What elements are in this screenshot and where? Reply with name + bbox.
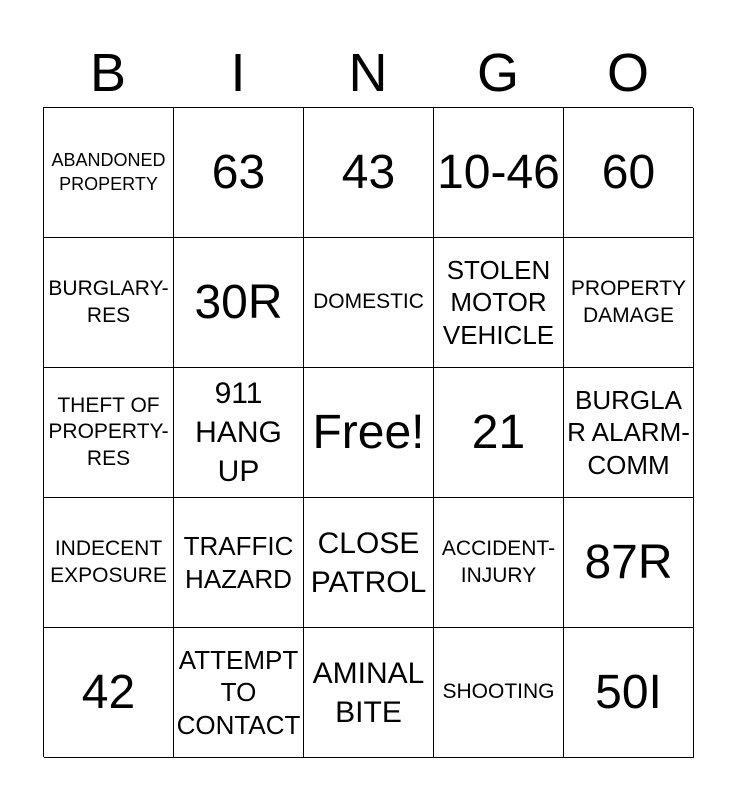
bingo-board [43, 107, 693, 757]
cell-text: 21 [471, 405, 526, 459]
cell-text: ACCIDENT-INJURY [441, 537, 556, 587]
bingo-cell[interactable] [44, 628, 174, 758]
cell-text: DOMESTIC [313, 290, 424, 314]
bingo-cell[interactable] [304, 238, 434, 368]
bingo-cell[interactable] [434, 368, 564, 498]
cell-text: PROPERTY DAMAGE [570, 277, 687, 327]
cell-text: 30R [194, 275, 283, 329]
header-letter-i: I [230, 43, 246, 103]
header-letter-n: N [348, 43, 388, 103]
bingo-cell[interactable] [174, 628, 304, 758]
bingo-cell[interactable] [174, 108, 304, 238]
cell-text: CLOSE PATROL [310, 526, 427, 599]
cell-text: 63 [211, 145, 266, 199]
header-letter-g: G [476, 43, 519, 103]
bingo-cell[interactable] [564, 238, 694, 368]
bingo-cell[interactable] [174, 238, 304, 368]
cell-text: SHOOTING [442, 680, 555, 704]
cell-text: 43 [341, 145, 396, 199]
cell-text: TRAFFIC HAZARD [183, 531, 294, 594]
cell-text: 42 [81, 665, 136, 719]
bingo-cell[interactable] [564, 628, 694, 758]
cell-text: INDECENT EXPOSURE [50, 537, 167, 587]
cell-text: 50I [595, 665, 662, 719]
bingo-cell[interactable] [174, 498, 304, 628]
bingo-cell[interactable] [434, 498, 564, 628]
bingo-cell[interactable] [44, 368, 174, 498]
cell-text: AMINAL BITE [312, 656, 425, 729]
header-letter-o: O [606, 43, 649, 103]
cell-text: STOLEN MOTOR VEHICLE [442, 254, 555, 350]
cell-text: ATTEMPT TO CONTACT [176, 644, 301, 740]
bingo-cell[interactable] [564, 108, 694, 238]
cell-text: 60 [601, 145, 656, 199]
bingo-cell[interactable] [434, 628, 564, 758]
bingo-cell[interactable] [304, 628, 434, 758]
bingo-cell[interactable] [434, 238, 564, 368]
cell-text: 87R [584, 535, 673, 589]
cell-text: ABANDONED PROPERTY [51, 150, 166, 194]
bingo-cell[interactable] [44, 498, 174, 628]
bingo-cell[interactable] [44, 238, 174, 368]
bingo-header [43, 38, 693, 108]
bingo-cell[interactable] [304, 498, 434, 628]
cell-text: 10-46 [437, 145, 560, 199]
free-space-cell[interactable] [304, 368, 434, 498]
bingo-cell[interactable] [304, 108, 434, 238]
cell-text: BURGLAR ALARM-COMM [567, 384, 690, 480]
bingo-cell[interactable] [564, 498, 694, 628]
header-letter-b: B [89, 43, 127, 103]
cell-text: 911 HANG UP [195, 377, 282, 488]
bingo-cell[interactable] [44, 108, 174, 238]
bingo-cell[interactable] [434, 108, 564, 238]
bingo-cell[interactable] [174, 368, 304, 498]
cell-text: BURGLARY-RES [48, 277, 169, 327]
cell-text: THEFT OF PROPERTY-RES [48, 394, 169, 470]
bingo-cell[interactable] [564, 368, 694, 498]
free-space-text: Free! [312, 405, 425, 459]
